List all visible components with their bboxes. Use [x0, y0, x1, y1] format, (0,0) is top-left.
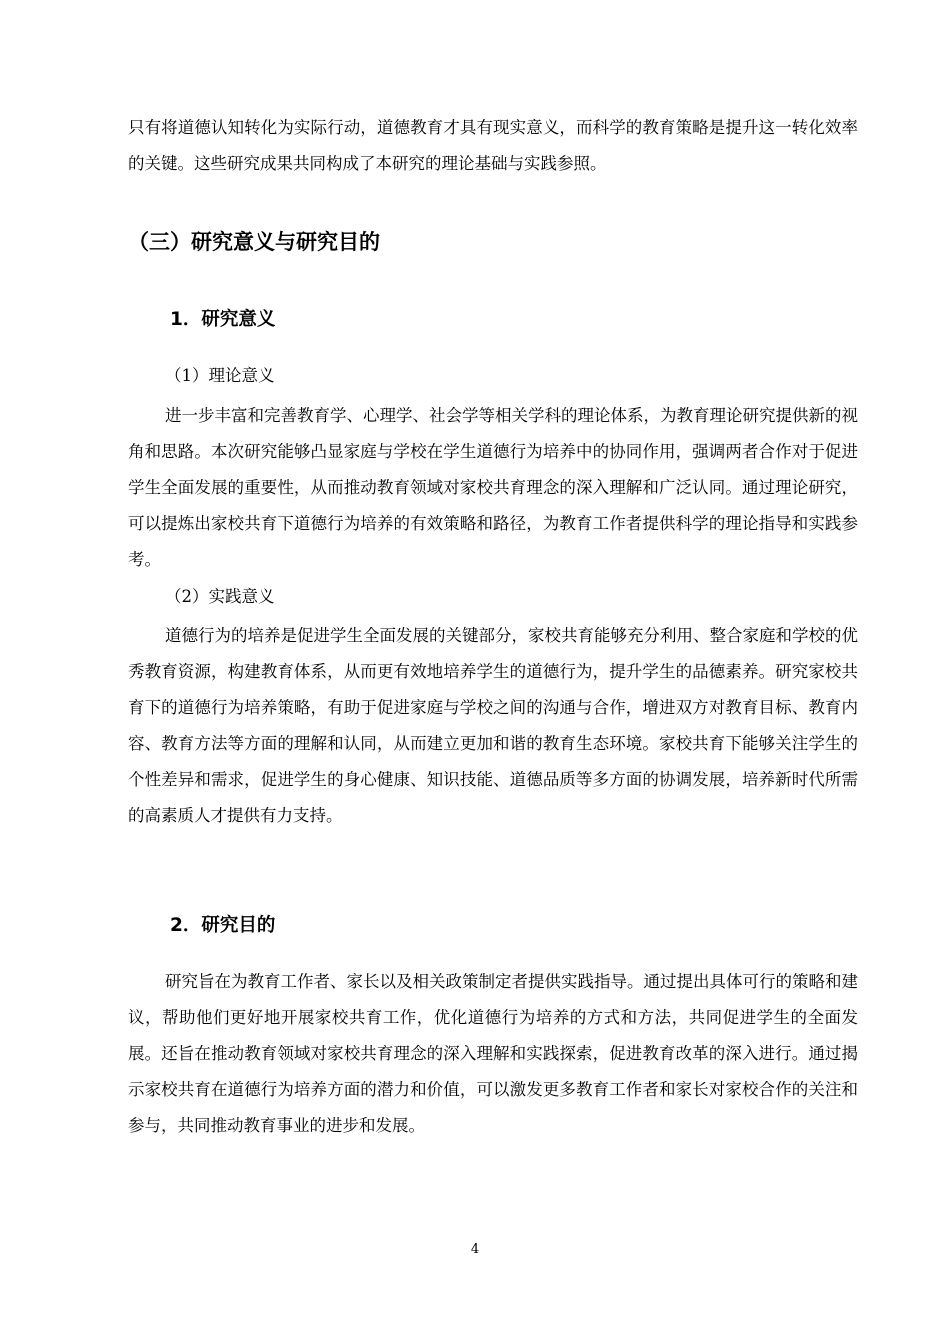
theoretical-significance-label: （1）理论意义: [165, 366, 275, 385]
practical-significance-paragraph: 道德行为的培养是促进学生全面发展的关键部分，家校共育能够充分利用、整合家庭和学校的优秀教育资源，构建教育体系，从而更有效地培养学生的道德行为，提升学生的品德素养。研究家校共育下的道德行为培养策略，有助于促进家庭与学校之间的沟通与合作，增进双方对教育目标、教育内容、教育方法等方面的理解和认同，从而建立更加和谐的教育生态环境。家校共育下能够关注学生的个性差异和需求，促进学生的身心健康、知识技能、道德品质等多方面的协调发展，培养新时代所需的高素质人才提供有力支持。: [128, 626, 858, 825]
purpose-heading: 2．研究目的: [170, 915, 276, 936]
purpose-paragraph: 研究旨在为教育工作者、家长以及相关政策制定者提供实践指导。通过提出具体可行的策略和建议，帮助他们更好地开展家校共育工作，优化道德行为培养的方式和方法，共同促进学生的全面发展。还旨在推动教育领域对家校共育理念的深入理解和实践探索，促进教育改革的深入进行。通过揭示家校共育在道德行为培养方面的潜力和价值，可以激发更多教育工作者和家长对家校合作的关注和参与，共同推动教育事业的进步和发展。: [128, 972, 858, 1135]
section-heading: （三）研究意义与研究目的: [128, 230, 380, 254]
theoretical-significance-paragraph: 进一步丰富和完善教育学、心理学、社会学等相关学科的理论体系，为教育理论研究提供新的视角和思路。本次研究能够凸显家庭与学校在学生道德行为培养中的协同作用，强调两者合作对于促进学生全面发展的重要性，从而推动教育领域对家校共育理念的深入理解和广泛认同。通过理论研究，可以提炼出家校共育下道德行为培养的有效策略和路径，为教育工作者提供科学的理论指导和实践参考。: [128, 406, 858, 569]
significance-heading: 1．研究意义: [170, 309, 276, 330]
page-number: 4: [470, 1242, 480, 1257]
intro-paragraph: 只有将道德认知转化为实际行动，道德教育才具有现实意义，而科学的教育策略是提升这一转化效率的关键。这些研究成果共同构成了本研究的理论基础与实践参照。: [128, 118, 858, 173]
practical-significance-label: （2）实践意义: [165, 587, 275, 606]
